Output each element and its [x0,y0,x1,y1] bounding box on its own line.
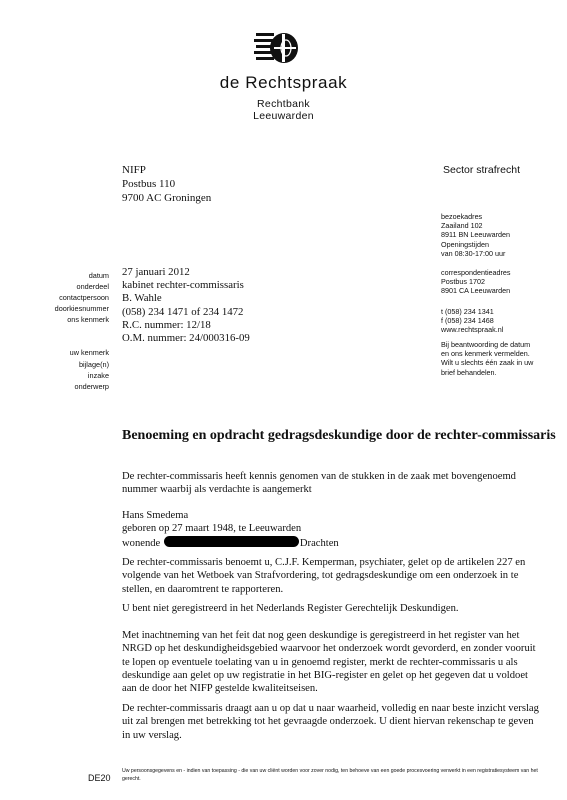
letter-heading: Benoeming en opdracht gedragsdeskundige door de rechter-commissaris [122,428,556,443]
recipient-address [122,163,211,205]
note-line-4: brief behandelen. [441,367,497,377]
sector-label: Sector strafrecht [443,164,521,176]
reference-values [122,266,250,345]
lives-suffix: Drachten [299,537,339,549]
hours-value: van 08:30-17:00 uur [441,248,506,258]
paragraph-2: De rechter-commissaris benoemt u, C.J.F. Kemperman, psychiater, gelet op de artikelen 227 en volgende van het Wetboek van Strafvordering, tot gedragsdeskundige om een onderzoek in te stellen, en daaromtrent te rapporteren. [122,557,526,595]
reference-labels [30,270,109,392]
footer-code: DE20 [88,773,111,783]
label-inzake: inzake [87,370,109,380]
label-contactpersoon: contactpersoon [59,293,109,303]
visit-street: Zaailand 102 [441,221,483,231]
label-bijlagen: bijlage(n) [78,359,109,369]
corr-label: correspondentieadres [441,268,511,277]
court-name [0,98,567,122]
value-onderdeel: kabinet rechter-commissaris [122,279,244,292]
note-line-2: en ons kenmerk vermelden. [441,349,530,359]
suspect-name: Hans Smedema [122,510,189,521]
lives-prefix: wonende [122,537,161,549]
brand-name: de Rechtspraak [219,73,348,92]
recipient-line-1: NIFP [122,164,146,176]
correspondence-address [441,268,511,296]
suspect-birth: geboren op 27 maart 1948, te Leeuwarden [122,523,302,535]
value-datum: 27 januari 2012 [122,266,190,278]
paragraph-1: De rechter-commissaris heeft kennis genomen van de stukken in de zaak met bovengenoemd nummer waarbij als verdachte is aangemerkt [122,471,516,496]
label-onderwerp: onderwerp [74,381,109,391]
label-doorkiesnummer: doorkiesnummer [54,304,109,314]
redaction-mark [164,536,299,547]
label-uw-kenmerk: uw kenmerk [69,348,109,358]
rechtspraak-logo-icon [254,30,304,68]
note-line-3: Wilt u slechts één zaak in uw [441,358,534,368]
suspect-address [122,536,542,550]
visiting-address [441,212,510,258]
recipient-line-2: Postbus 110 [122,178,176,190]
corr-po: Postbus 1702 [441,277,485,287]
hours-label: Openingstijden [441,239,489,249]
court-line-2: Leeuwarden [253,110,314,122]
value-rc-number: R.C. nummer: 12/18 [122,318,211,331]
contact-details [441,307,503,335]
recipient-line-3: 9700 AC Groningen [122,192,212,204]
suspect-details [122,509,542,550]
corr-city: 8901 CA Leeuwarden [441,286,511,296]
fax-number: f (058) 234 1468 [441,316,494,326]
value-doorkiesnummer: (058) 234 1471 of 234 1472 [122,305,244,318]
paragraph-4: Met inachtneming van het feit dat nog geen deskundige is geregistreerd in het register van het NRGD op het deskundigheidsgebied waarvoor het onderzoek wordt gevorderd, en zonder vooruit te lopen op eventuele toelating van u in genoemd register, merkt de rechter-commissaris u als deskundige aan gelet op uw registratie in het BIG-register en gelet op het gegeven dat u voldoet aan de door het NIFP gestelde kwaliteitseisen. [122,630,536,695]
label-datum: datum [88,271,109,280]
footer-privacy-note: Uw persoonsgegevens en - indien van toepassing - die van uw cliënt worden voor zover nodig, ten behoeve van een goede procesvoering verwerkt in een registratiesysteem van het gerecht. [122,768,538,782]
reply-note [441,340,563,377]
court-line-1: Rechtbank [257,98,310,110]
label-onderdeel: onderdeel [76,282,109,292]
paragraph-5: De rechter-commissaris draagt aan u op dat u naar waarheid, volledig en naar beste inzicht verslag uit zal brengen met betrekking tot het gevraagde onderzoek. U dient hiervan rekenschap te geven in uw verslag. [122,703,539,741]
visit-label: bezoekadres [441,212,483,221]
paragraph-3: U bent niet geregistreerd in het Nederlands Register Gerechtelijk Deskundigen. [122,603,459,614]
website: www.rechtspraak.nl [441,325,504,335]
value-contactpersoon: B. Wahle [122,292,162,305]
phone-number: t (058) 234 1341 [441,307,494,316]
visit-city: 8911 BN Leeuwarden [441,230,510,240]
label-ons-kenmerk: ons kenmerk [67,315,109,325]
note-line-1: Bij beantwoording de datum [441,340,531,349]
value-om-number: O.M. nummer: 24/000316-09 [122,332,250,345]
